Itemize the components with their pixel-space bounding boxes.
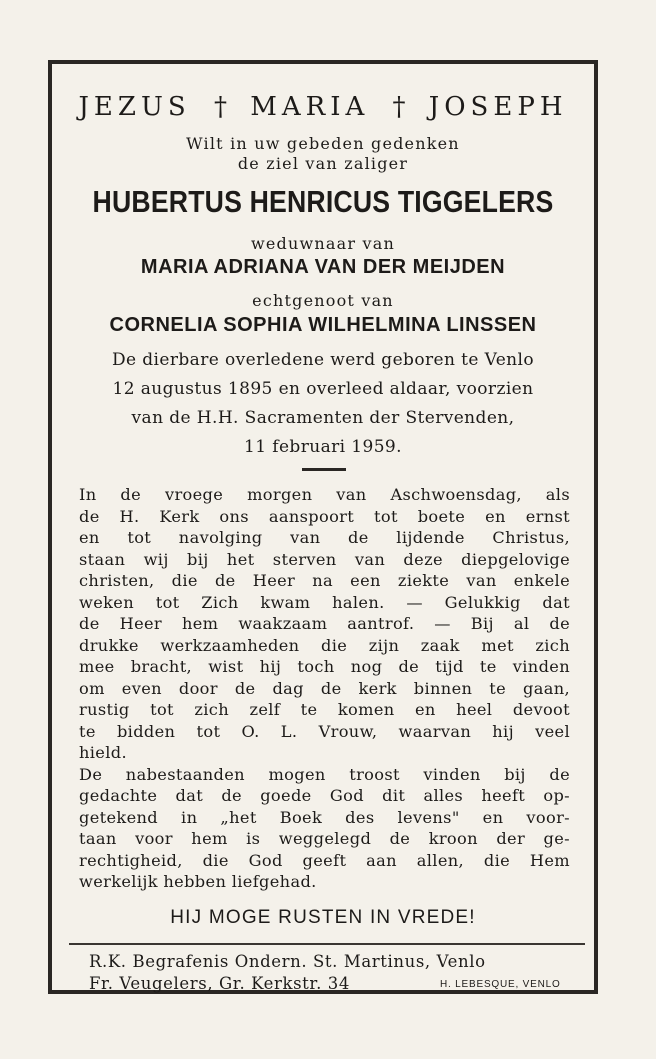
- relation-widower: weduwnaar van: [250, 234, 395, 253]
- memorial-text-line: rechtigheid, die God geeft aan allen, die Hem: [79, 850, 570, 870]
- memorial-text-line: hield.: [79, 743, 127, 762]
- devotional-heading: [52, 92, 594, 122]
- closing-prayer: HIJ MOGE RUSTEN IN VREDE!: [170, 907, 476, 928]
- memorial-text-line: om even door de dag de kerk binnen te gaan,: [79, 678, 570, 698]
- memorial-text-line: weken tot Zich kwam halen. — Gelukkig dat: [79, 592, 570, 612]
- funeral-director-address: Fr. Veugelers, Gr. Kerkstr. 34: [89, 974, 350, 993]
- heading-maria: MARIA: [250, 92, 370, 122]
- printer-mark: H. LEBESQUE, VENLO: [440, 979, 561, 990]
- memorial-text-line: en tot navolging van de lijdende Christus,: [79, 528, 570, 547]
- deceased-name: HUBERTUS HENRICUS TIGGELERS: [92, 184, 554, 219]
- cross-icon: †: [392, 92, 406, 122]
- birth-death-line-2: 12 augustus 1895 en overleed aldaar, voorzien: [112, 379, 534, 399]
- footer-rule: [69, 943, 585, 945]
- memorial-text-line: De nabestaanden mogen troost vinden bij de: [79, 764, 570, 784]
- memorial-text-line: rustig tot zich zelf te komen en heel devoot: [79, 700, 570, 719]
- funeral-director-line: R.K. Begrafenis Ondern. St. Martinus, Venlo: [89, 952, 486, 971]
- memorial-text-line: de H. Kerk ons aanspoort tot boete en ernst: [79, 506, 570, 526]
- memorial-text-line: In de vroege morgen van Aschwoensdag, als: [79, 485, 570, 504]
- cross-icon: †: [213, 92, 227, 122]
- heading-jezus: JEZUS: [78, 92, 191, 122]
- birth-death-line-4: 11 februari 1959.: [244, 437, 402, 457]
- memorial-text-line: staan wij bij het sterven van deze diepgelovige: [79, 549, 570, 569]
- intro-line-1: Wilt in uw gebeden gedenken: [186, 134, 460, 153]
- memorial-text-line: getekend in „het Boek des levens" en voor-: [79, 807, 570, 827]
- memorial-text-line: werkelijk hebben liefgehad.: [79, 872, 317, 891]
- memorial-text: [79, 484, 570, 893]
- relation-husband: echtgenoot van: [252, 291, 394, 310]
- memorial-text-line: gedachte dat de goede God dit alles heeft op-: [79, 786, 570, 805]
- memorial-card: [48, 60, 598, 994]
- birth-death-line-1: De dierbare overledene werd geboren te Venlo: [111, 350, 534, 370]
- memorial-text-line: te bidden tot O. L. Vrouw, waarvan hij veel: [79, 721, 570, 741]
- intro-line-2: de ziel van zaliger: [237, 154, 409, 173]
- memorial-text-line: de Heer hem waakzaam aantrof. — Bij al de: [79, 614, 570, 633]
- heading-joseph: JOSEPH: [428, 92, 568, 122]
- separator-rule: [302, 468, 346, 471]
- spouse-name-1: MARIA ADRIANA VAN DER MEIJDEN: [140, 256, 506, 278]
- memorial-text-line: drukke werkzaamheden die zijn zaak met zich: [79, 635, 570, 655]
- memorial-text-line: christen, die de Heer na een ziekte van enkele: [79, 571, 570, 590]
- memorial-text-line: taan voor hem is weggelegd de kroon der ge-: [79, 829, 570, 848]
- spouse-name-2: CORNELIA SOPHIA WILHELMINA LINSSEN: [109, 314, 537, 336]
- birth-death-line-3: van de H.H. Sacramenten der Stervenden,: [131, 408, 515, 428]
- memorial-text-line: mee bracht, wist hij toch nog de tijd te vinden: [79, 657, 570, 676]
